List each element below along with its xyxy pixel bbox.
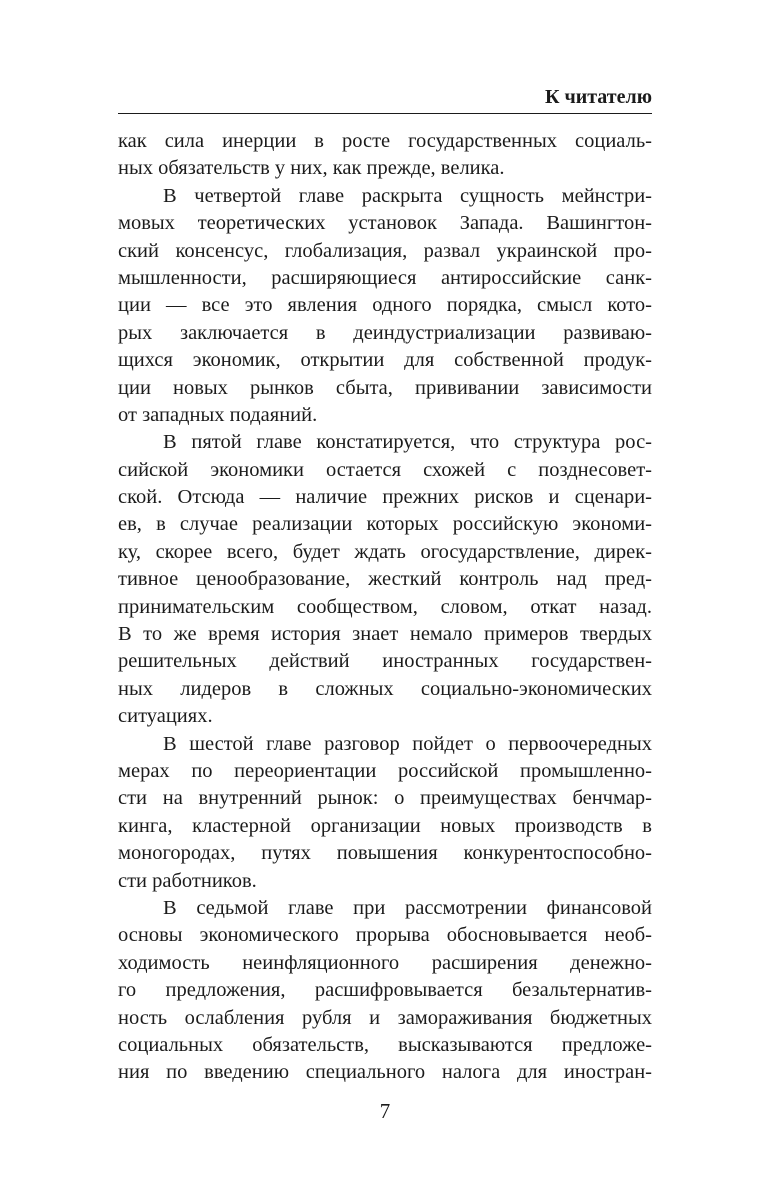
text-line: ции — все это явления одного порядка, смысл кото-: [118, 294, 652, 317]
text-line: сийской экономики остается схожей с позднесовет-: [118, 458, 652, 481]
text-line: ность ослабления рубля и замораживания бюджетных: [118, 1006, 652, 1029]
text-line: тивное ценообразование, жесткий контроль над пред-: [118, 568, 652, 591]
text-line: В седьмой главе при рассмотрении финансовой: [163, 896, 652, 919]
text-line: В шестой главе разговор пойдет о первоочередных: [163, 732, 652, 755]
header-rule: [118, 113, 652, 114]
text-line: мышленности, расширяющиеся антироссийские санк-: [118, 266, 652, 289]
paragraph: [118, 731, 652, 895]
text-line: как сила инерции в росте государственных социаль-: [118, 130, 652, 152]
text-line: В пятой главе констатируется, что структура рос-: [163, 431, 652, 454]
text-line: В то же время история знает немало примеров твердых: [118, 623, 652, 646]
page-number: 7: [379, 1099, 391, 1123]
paragraph: [118, 429, 652, 730]
text-line: ходимость неинфляционного расширения денежно-: [118, 951, 652, 974]
text-line: социальных обязательств, высказываются предложе-: [118, 1033, 652, 1056]
text-line: го предложения, расшифровывается безальтернатив-: [118, 979, 652, 1002]
text-line: ситуациях.: [118, 705, 213, 728]
text-line: моногородах, путях повышения конкурентоспособно-: [118, 842, 652, 865]
text-line: сти работников.: [118, 869, 257, 892]
text-line: от западных подаяний.: [118, 403, 318, 426]
text-line: ния по введению специального налога для иностран-: [118, 1061, 652, 1084]
body-text: [118, 128, 652, 1087]
text-line: мовых теоретических установок Запада. Вашингтон-: [118, 212, 652, 235]
text-line: ку, скорее всего, будет ждать огосударствление, дирек-: [118, 540, 652, 563]
text-line: мерах по переориентации российской промышленно-: [118, 759, 652, 782]
text-line: решительных действий иностранных государствен-: [118, 650, 652, 673]
text-line: кинга, кластерной организации новых производств в: [118, 814, 652, 837]
text-line: ев, в случае реализации которых российскую экономи-: [118, 513, 652, 536]
text-line: основы экономического прорыва обосновывается необ-: [118, 924, 652, 947]
text-line: сти на внутренний рынок: о преимуществах бенчмар-: [118, 787, 652, 810]
text-line: ных лидеров в сложных социально-экономических: [118, 677, 652, 700]
text-line: ции новых рынков сбыта, прививании зависимости: [118, 376, 652, 399]
paragraph: [118, 183, 652, 430]
text-line: ский консенсус, глобализация, развал украинской про-: [118, 239, 652, 262]
text-line: щихся экономик, открытии для собственной продук-: [118, 349, 652, 372]
text-line: ных обязательств у них, как прежде, велика.: [118, 157, 505, 180]
paragraph: [118, 128, 652, 183]
text-line: ской. Отсюда — наличие прежних рисков и сценари-: [118, 486, 652, 509]
text-line: принимательским сообществом, словом, откат назад.: [118, 595, 652, 618]
running-head: К читателю: [544, 86, 652, 108]
text-line: рых заключается в деиндустриализации развиваю-: [118, 321, 652, 344]
text-line: В четвертой главе раскрыта сущность мейнстри-: [163, 184, 652, 207]
paragraph: [118, 895, 652, 1087]
